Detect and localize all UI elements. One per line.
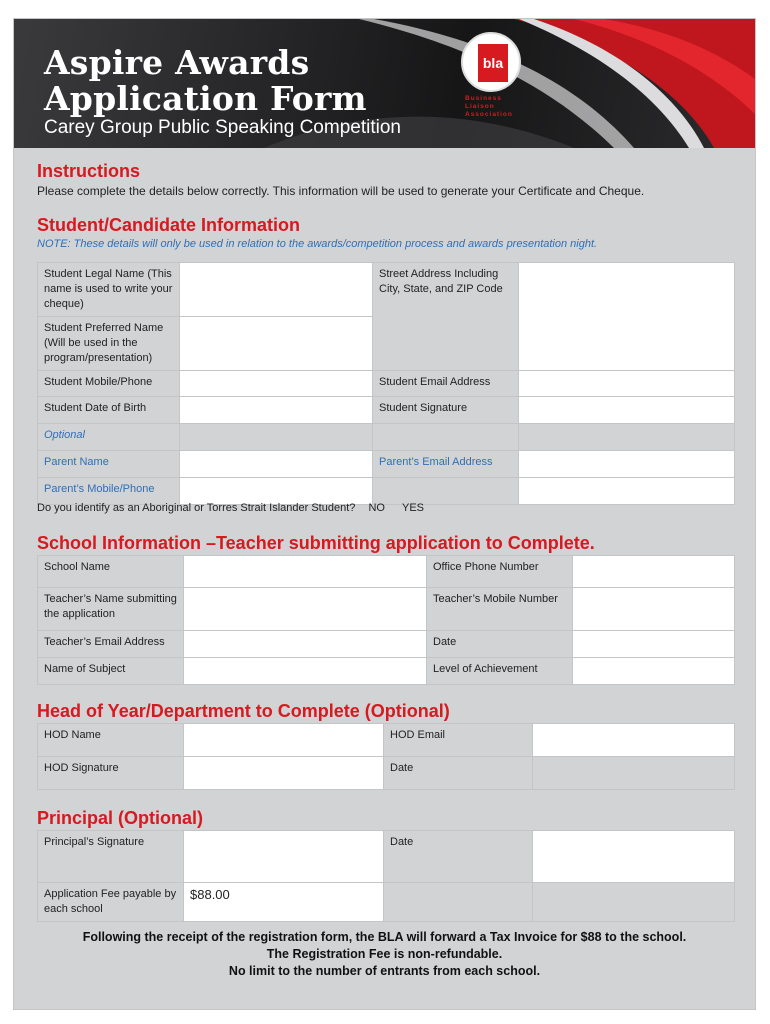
atsi-no-option[interactable]: NO: [368, 502, 385, 514]
principal-signature-field[interactable]: [184, 831, 384, 883]
form-title-line1: Aspire Awards: [44, 43, 310, 82]
form-title-line2: Application Form: [44, 79, 367, 118]
label-parent-email: Parent’s Email Address: [373, 451, 519, 478]
label-street-address: Street Address Including City, State, and ZIP Code: [373, 263, 519, 371]
label-teacher-mobile: Teacher’s Mobile Number: [427, 588, 573, 631]
footer-line3: No limit to the number of entrants from each school.: [228, 964, 541, 978]
subject-field[interactable]: [184, 658, 427, 685]
hod-heading: Head of Year/Department to Complete (Optional): [37, 701, 450, 721]
school-heading: School Information –Teacher submitting application to Complete.: [37, 533, 595, 553]
student-dob-field[interactable]: [180, 397, 373, 424]
label-application-fee: Application Fee payable by each school: [38, 883, 184, 922]
teacher-name-field[interactable]: [184, 588, 427, 631]
label-subject: Name of Subject: [38, 658, 184, 685]
logo-text-line2: Liaison: [465, 103, 495, 110]
parent-blank-field: [519, 478, 735, 505]
achievement-field[interactable]: [573, 658, 735, 685]
label-principal-date: Date: [384, 831, 533, 883]
parent-email-field[interactable]: [519, 451, 735, 478]
label-student-preferred-name: Student Preferred Name (Will be used in the program/presentation): [38, 317, 180, 371]
label-parent-name: Parent Name: [38, 451, 180, 478]
label-teacher-name: Teacher’s Name submitting the application: [38, 588, 184, 631]
form-subtitle: Carey Group Public Speaking Competition: [44, 117, 401, 138]
student-note: NOTE: These details will only be used in relation to the awards/competition process and awards presentation night.: [37, 238, 598, 250]
label-student-email: Student Email Address: [373, 371, 519, 397]
label-school-name: School Name: [38, 556, 184, 588]
label-student-dob: Student Date of Birth: [38, 397, 180, 424]
student-preferred-name-field[interactable]: [180, 317, 373, 371]
label-hod-date: Date: [384, 757, 533, 790]
principal-date-field[interactable]: [533, 831, 735, 883]
label-student-signature: Student Signature: [373, 397, 519, 424]
student-table: [37, 262, 735, 505]
label-parent-mobile: Parent’s Mobile/Phone: [38, 478, 180, 505]
label-school-date: Date: [427, 631, 573, 658]
optional-blank-label: [373, 424, 519, 451]
principal-heading: Principal (Optional): [37, 808, 204, 828]
student-signature-field[interactable]: [519, 397, 735, 424]
atsi-question: [37, 502, 424, 514]
label-teacher-email: Teacher’s Email Address: [38, 631, 184, 658]
label-student-legal-name: Student Legal Name (This name is used to write your cheque): [38, 263, 180, 317]
label-achievement: Level of Achievement: [427, 658, 573, 685]
school-date-field[interactable]: [573, 631, 735, 658]
label-student-mobile: Student Mobile/Phone: [38, 371, 180, 397]
teacher-mobile-field[interactable]: [573, 588, 735, 631]
office-phone-field[interactable]: [573, 556, 735, 588]
bla-logo-mark: bla: [478, 44, 508, 82]
fee-blank-label: [384, 883, 533, 922]
parent-blank-label: [373, 478, 519, 505]
label-hod-email: HOD Email: [384, 724, 533, 757]
logo-text-line3: Association: [465, 111, 513, 118]
school-name-field[interactable]: [184, 556, 427, 588]
atsi-yes-option[interactable]: YES: [402, 502, 425, 514]
logo-text-line1: Business: [465, 95, 502, 102]
student-heading: Student/Candidate Information: [37, 215, 300, 235]
hod-signature-field[interactable]: [184, 757, 384, 790]
principal-table: [37, 830, 735, 922]
label-optional: Optional: [38, 424, 180, 451]
optional-blank-cell: [180, 424, 373, 451]
parent-name-field[interactable]: [180, 451, 373, 478]
application-fee-value: $88.00: [184, 883, 384, 922]
hod-email-field[interactable]: [533, 724, 735, 757]
atsi-question-text: Do you identify as an Aboriginal or Torres Strait Islander Student?: [37, 502, 356, 514]
bla-logo: [461, 32, 521, 92]
instructions-heading: Instructions: [37, 161, 141, 181]
hod-date-field[interactable]: [533, 757, 735, 790]
label-hod-name: HOD Name: [38, 724, 184, 757]
application-form-page: [13, 18, 756, 1010]
instructions-text: Please complete the details below correctly. This information will be used to generate your Certificate and Cheque.: [37, 184, 645, 198]
header-banner: [14, 19, 755, 148]
fee-blank-field: [533, 883, 735, 922]
hod-name-field[interactable]: [184, 724, 384, 757]
bla-logo-text: [465, 95, 527, 119]
optional-blank-cell-2: [519, 424, 735, 451]
student-legal-name-field[interactable]: [180, 263, 373, 317]
student-mobile-field[interactable]: [180, 371, 373, 397]
parent-mobile-field[interactable]: [180, 478, 373, 505]
footer-line2: The Registration Fee is non-refundable.: [266, 947, 503, 961]
street-address-field[interactable]: [519, 263, 735, 371]
label-office-phone: Office Phone Number: [427, 556, 573, 588]
school-table: [37, 555, 735, 685]
footer-line1: Following the receipt of the registration form, the BLA will forward a Tax Invoice for $88 to the school.: [82, 930, 687, 944]
label-principal-signature: Principal’s Signature: [38, 831, 184, 883]
label-hod-signature: HOD Signature: [38, 757, 184, 790]
hod-table: [37, 723, 735, 790]
student-email-field[interactable]: [519, 371, 735, 397]
teacher-email-field[interactable]: [184, 631, 427, 658]
